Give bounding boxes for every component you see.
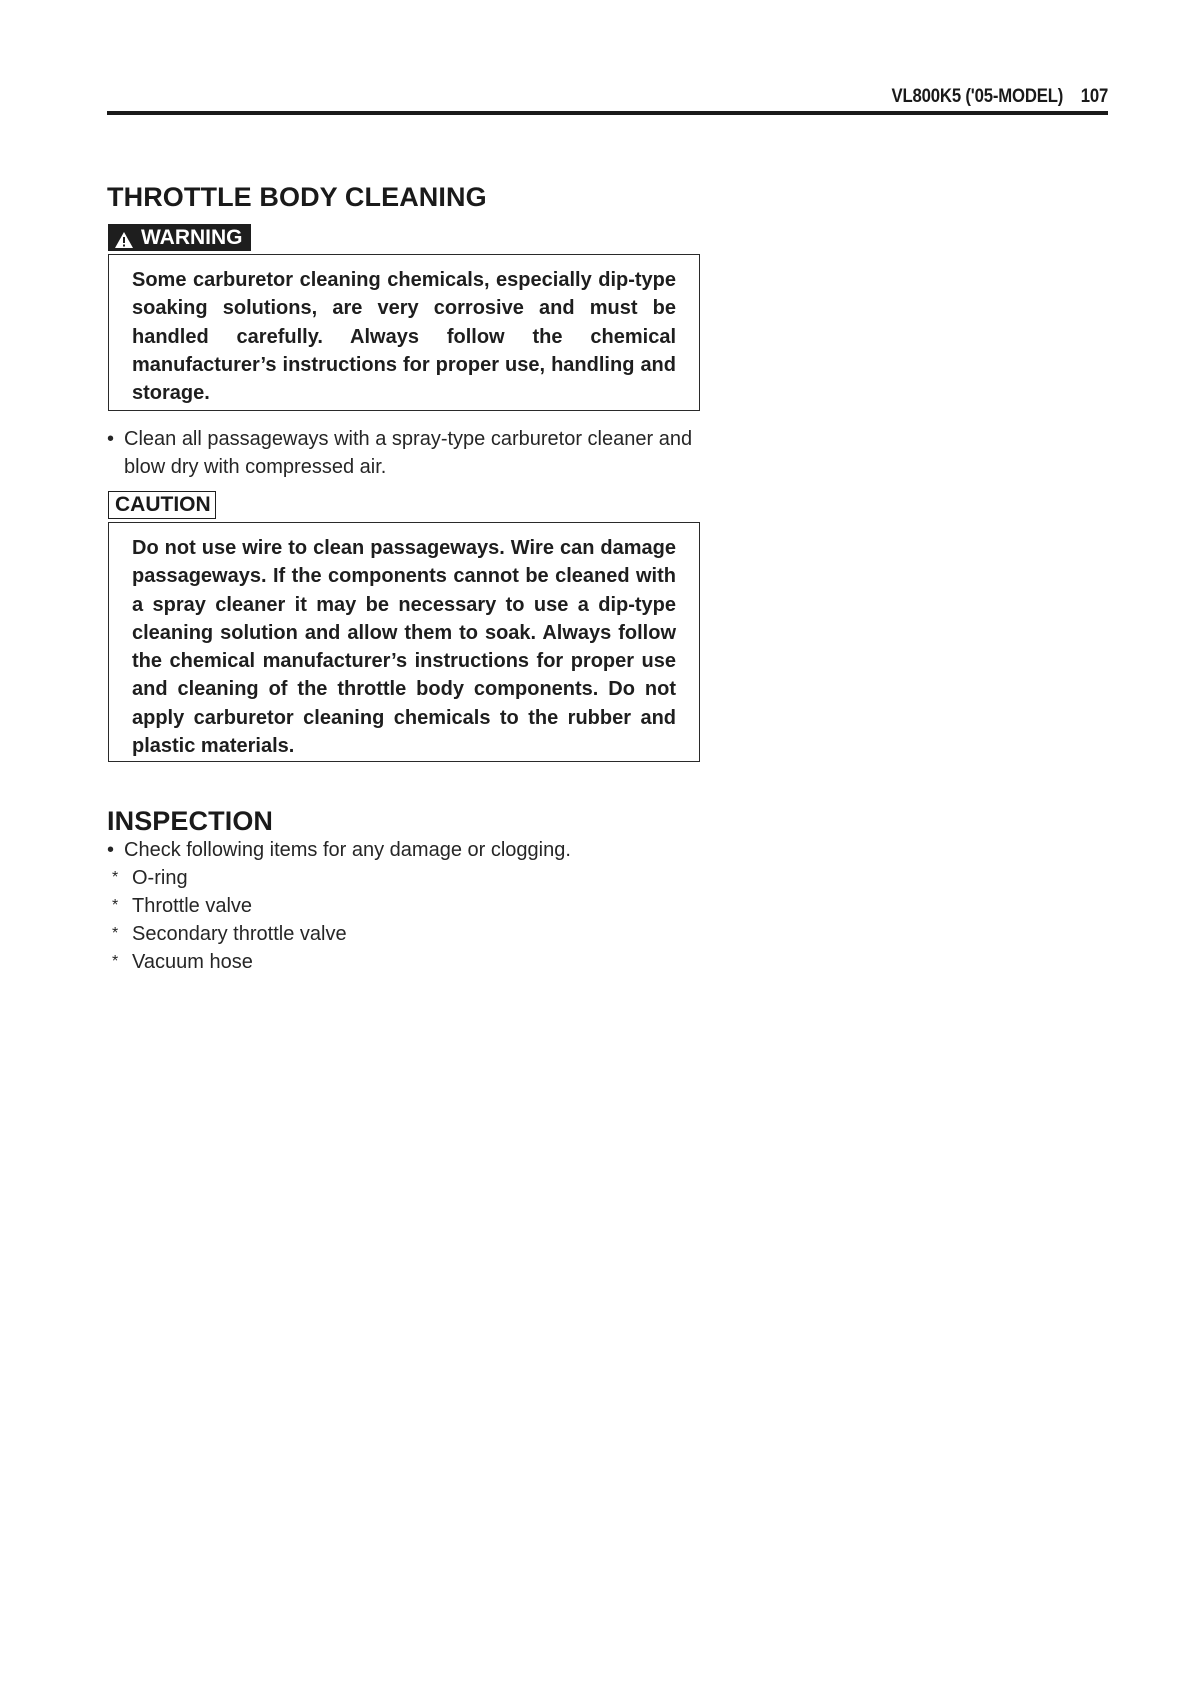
list-item <box>112 864 347 892</box>
inspection-item-list <box>112 864 347 976</box>
clean-instruction-text: Clean all passageways with a spray-type carburetor cleaner and blow dry with compressed air. <box>124 428 693 478</box>
clean-instruction <box>107 425 724 481</box>
caution-box <box>108 522 700 762</box>
list-item-text: Secondary throttle valve <box>132 923 347 945</box>
bullet-marker: • <box>107 839 115 861</box>
model-label: VL800K5 ('05-MODEL) <box>891 86 1064 107</box>
section-title-inspection: INSPECTION <box>107 806 274 836</box>
page-number: 107 <box>1080 86 1108 107</box>
item-marker: * <box>112 897 119 914</box>
warning-text: Some carburetor cleaning chemicals, especially dip-type soaking solutions, are very corrosive and must be handled carefully. Always follow the chemical manufacturer’s instructions for proper use, handling and storage. <box>132 269 676 405</box>
running-header <box>891 86 1108 108</box>
item-marker: * <box>112 925 119 942</box>
warning-label <box>108 224 251 251</box>
warning-box <box>108 254 700 411</box>
caution-text: Do not use wire to clean passageways. Wire can damage passageways. If the components cannot be cleaned with a spray cleaner it may be necessary to use a dip-type cleaning solution and allow them to soak. Always follow the chemical manufacturer’s instructions for proper use and cleaning of the throttle body components. Do not apply carburetor cleaning chemicals to the rubber and plastic materials. <box>132 537 676 758</box>
inspection-instruction-text: Check following items for any damage or clogging. <box>124 839 571 861</box>
list-item-text: Throttle valve <box>132 895 253 917</box>
header-rule <box>107 111 1108 115</box>
inspection-instruction <box>107 836 724 864</box>
list-item-text: Vacuum hose <box>132 951 253 973</box>
warning-label-text: WARNING <box>141 226 243 249</box>
list-item <box>112 892 347 920</box>
section-title-throttle-body-cleaning: THROTTLE BODY CLEANING <box>107 182 487 212</box>
caution-label: CAUTION <box>108 491 216 519</box>
bullet-marker: • <box>107 428 115 450</box>
list-item-text: O-ring <box>132 867 188 889</box>
list-item <box>112 920 347 948</box>
list-item <box>112 948 347 976</box>
item-marker: * <box>112 869 119 886</box>
item-marker: * <box>112 953 119 970</box>
warning-triangle-icon <box>114 229 134 247</box>
